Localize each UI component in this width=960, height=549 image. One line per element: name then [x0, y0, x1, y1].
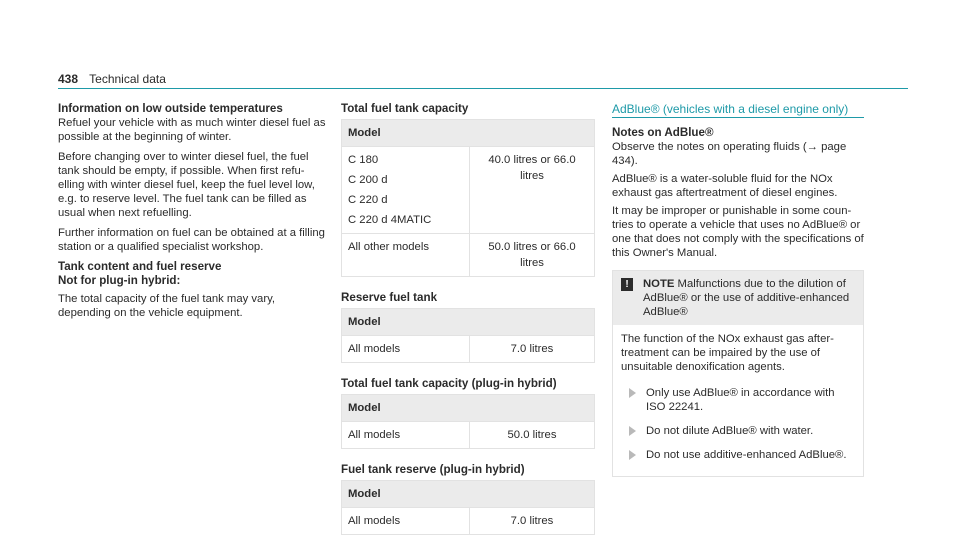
value-cell: 50.0 litres [470, 422, 595, 449]
note-text: The function of the NOx exhaust gas aftertreatment can be impaired by the use of unsuitable denoxification agents. [621, 333, 834, 373]
table-total-capacity [341, 119, 595, 277]
heading-low-temperatures: Information on low outside temperatures [58, 102, 283, 115]
column-left [58, 102, 326, 326]
value-cell: 7.0 litres [470, 508, 595, 535]
table-title-plugin-capacity: Total fuel tank capacity (plug-in hybrid) [341, 377, 557, 390]
bullet-text: Do not use additive-enhanced AdBlue®. [646, 449, 847, 461]
table-row [342, 508, 595, 535]
heading-not-plugin: Not for plug-in hybrid: [58, 274, 181, 287]
table-row [342, 147, 595, 234]
table-row [342, 336, 595, 363]
paragraph-before-changing: Before changing over to winter diesel fuel, the fuel tank should be empty, if possible. When first refuelling with winter diesel fuel, keep the fuel level low, e.g. to reserve level. The fuel tank can be filled as usual when next refuelling. [58, 151, 315, 219]
table-reserve [341, 308, 595, 363]
paragraph-observe: Observe the notes on operating fluids (→ page 434). [612, 141, 847, 167]
table-title-plugin-reserve: Fuel tank reserve (plug-in hybrid) [341, 463, 525, 476]
table-title-total-capacity: Total fuel tank capacity [341, 102, 469, 115]
table-plugin-capacity [341, 394, 595, 449]
note-label: NOTE [643, 278, 675, 290]
table-row [342, 422, 595, 449]
model-cell: All models [342, 336, 470, 363]
model-cell [342, 147, 470, 234]
bullet-arrow-icon [629, 426, 636, 436]
list-item [629, 448, 855, 462]
note-body [613, 325, 863, 476]
bullet-text: Do not dilute AdBlue® with water. [646, 425, 814, 437]
paragraph-improper: It may be improper or punishable in some countries to operate a vehicle that uses no AdBlue® or one that does not comply with the specifications of this Owner's Manual. [612, 205, 864, 259]
table-header: Model [342, 481, 595, 508]
warning-icon: ! [621, 278, 633, 291]
note-box [612, 270, 864, 477]
model-c220d: C 220 d [348, 194, 388, 206]
model-c220d-4matic: C 220 d 4MATIC [348, 214, 432, 226]
paragraph-refuel: Refuel your vehicle with as much winter diesel fuel as possible at the beginning of winter. [58, 117, 326, 143]
table-header: Model [342, 309, 595, 336]
model-c180: C 180 [348, 154, 379, 166]
table-row [342, 234, 595, 277]
header-divider [58, 88, 908, 89]
list-item [629, 424, 855, 438]
note-title: Malfunctions due to the dilution of AdBlue® or the use of additive-enhanced AdBlue® [643, 278, 850, 318]
paragraph-adblue-fluid: AdBlue® is a water-soluble fluid for the NOx exhaust gas aftertreatment of diesel engines. [612, 173, 838, 199]
page-header [58, 72, 166, 86]
page-number: 438 [58, 72, 79, 86]
table-plugin-reserve [341, 480, 595, 535]
paragraph-total-capacity: The total capacity of the fuel tank may vary, depending on the vehicle equipment. [58, 293, 276, 319]
value-cell: 7.0 litres [470, 336, 595, 363]
model-cell: All other models [342, 234, 470, 277]
value-cell: 40.0 litres or 66.0 litres [470, 147, 595, 234]
bullet-text: Only use AdBlue® in accordance with ISO 22241. [646, 387, 835, 413]
value-cell: 50.0 litres or 66.0 litres [470, 234, 595, 277]
paragraph-further-info: Further information on fuel can be obtained at a filling station or a qualified specialist workshop. [58, 227, 325, 253]
list-item [629, 386, 855, 414]
table-header: Model [342, 395, 595, 422]
bullet-arrow-icon [629, 450, 636, 460]
model-cell: All models [342, 422, 470, 449]
model-c200d: C 200 d [348, 174, 388, 186]
column-right [612, 102, 864, 477]
bullet-arrow-icon [629, 388, 636, 398]
notes-adblue-heading: Notes on AdBlue® [612, 126, 714, 139]
adblue-heading: AdBlue® (vehicles with a diesel engine only) [612, 102, 864, 118]
heading-tank-content: Tank content and fuel reserve [58, 260, 222, 273]
note-title-block [643, 277, 855, 319]
table-title-reserve: Reserve fuel tank [341, 291, 438, 304]
model-cell: All models [342, 508, 470, 535]
table-header: Model [342, 120, 595, 147]
note-header [613, 271, 863, 325]
column-middle [341, 102, 596, 549]
section-title: Technical data [89, 72, 166, 86]
